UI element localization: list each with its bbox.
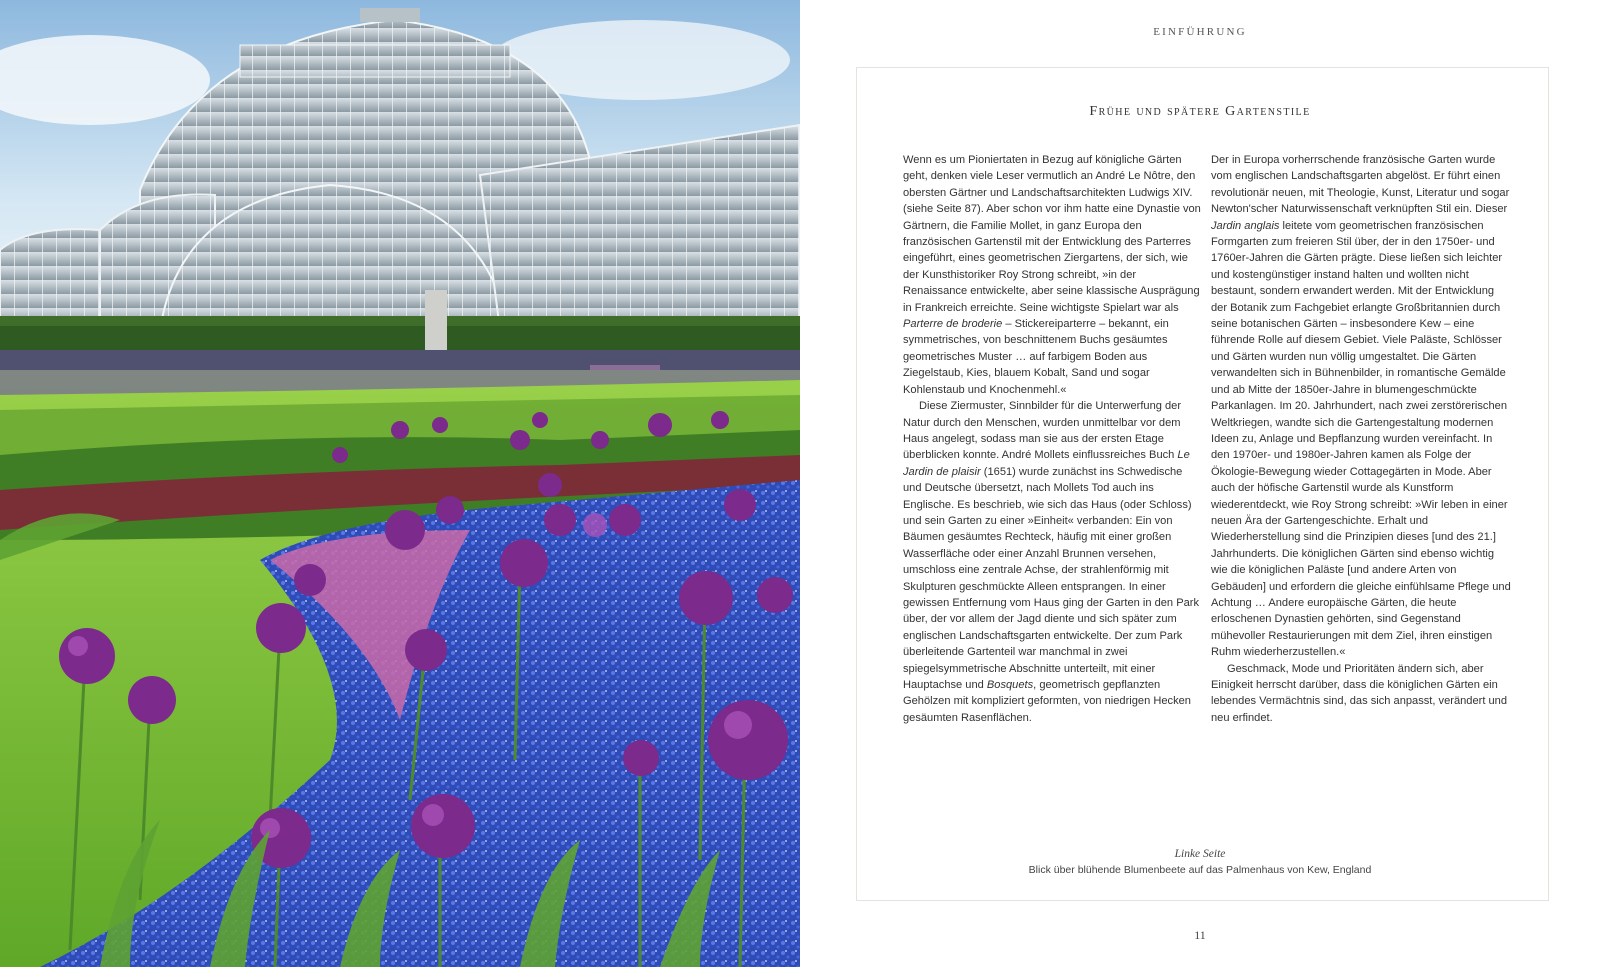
page-number: 11 (1194, 928, 1206, 942)
paragraph: Geschmack, Mode und Prioritäten ändern sich, aber Einigkeit herrscht darüber, dass die königlichen Gärten ein lebendes Vermächtnis sind, das sich anpasst, verändert und neu erfindet. (1211, 662, 1508, 724)
paragraph: Wenn es um Pioniertaten in Bezug auf königliche Gärten geht, denken viele Leser vermutlich an André Le Nôtre, den obersten Gärtner und Landschaftsarchitekten Ludwigs XIV. (siehe Seite 87). Aber schon vor ihm hatte eine Dynastie von Gärtnern, die Familie Mollet, in ganz Europa den französischen Gartenstil mit der Entwicklung des Parterres eingeführt, eines geometrischen Ziergartens, der sich, wie der Kunsthistoriker Roy Strong schreibt, »in der Renaissance entwickelte, aber seine klassische Ausprägung in Frankreich erreichte. Seine wichtigste Spielart war als Parterre de broderie – Stickereiparterre – bekannt, ein symmetrisches, von beschnittenem Buchs gesäumtes geometrisches Muster … auf farbigem Boden aus Ziegelstaub, Kies, blauem Kobalt, Sand und sogar Kohlenstaub und Knochenmehl.« (903, 154, 1201, 396)
caption-title: Linke Seite (1174, 848, 1226, 860)
paragraph: Diese Ziermuster, Sinnbilder für die Unterwerfung der Natur durch den Menschen, wurden unmittelbar vor dem Haus angelegt, sodass man sie aus der ersten Etage überblicken konnte. André Mollets einflussreiches Buch Le Jardin de plaisir (1651) wurde zunächst ins Schwedische und Deutsche übersetzt, nach Mollets Tod auch ins Englische. Es beschrieb, wie sich das Haus (oder Schloss) und sein Garten zu einer »Einheit« verbanden: Ein von Bäumen gesäumtes Rechteck, häufig mit einer großen Wasserfläche oder einer Anzahl Brunnen versehen, umschloss eine zentrale Achse, der strahlenförmig mit Skulpturen geschmückte Alleen entsprangen. In einer gewissen Entfernung vom Haus ging der Garten in den Park über, der vor allem der Jagd diente und sich später zum englischen Landschaftsgarten entwickelte. Der zum Park überleitende Gartenteil war manchmal in zwei spiegelsymmetrische Abschnitte unterteilt, mit einer Hauptachse und Bosquets, geometrisch gepflanzten Gehölzen mit kompliziert geformten, von niedrigen Hecken gesäumten Rasenflächen. (903, 400, 1199, 724)
text-column-left (903, 152, 1203, 726)
caption-text: Blick über blühende Blumenbeete auf das Palmenhaus von Kew, England (1028, 864, 1372, 876)
text-page (800, 0, 1600, 967)
text-column-right (1211, 152, 1511, 726)
paragraph: Der in Europa vorherrschende französische Garten wurde vom englischen Landschaftsgarten abgelöst. Er führt einen revolutionär neuen, mit Theologie, Kunst, Literatur und sogar Newton'scher Naturwissenschaft verknüpften Stil ein. Dieser Jardin anglais leitete vom geometrischen französischen Formgarten zum freieren Stil über, der in den 1750er- und 1760er-Jahren die Gärten prägte. Diese ließen sich leichter und kostengünstiger instand halten und wollten nicht bestaunt, sondern erwandert werden. Mit der Entwicklung der Botanik zum Fachgebiet erlangte Großbritannien durch seine botanischen Gärten – insbesondere Kew – eine führende Rolle auf diesem Gebiet. Viele Paläste, Schlösser und Gärten wurden nun völlig umgestaltet. Die Gärten verwandelten sich in Bühnenbilder, in romantische Gemälde und ab Mitte der 1850er-Jahre in blumengeschmückte Parkanlagen. Im 20. Jahrhundert, nach zwei zerstörerischen Weltkriegen, wandte sich die Gartengestaltung modernen Ideen zu, Anlage und Bepflanzung wurden vereinfacht. In den 1970er- und 1980er-Jahren kamen als Folge der Ökologie-Bewegung wieder Cottagegärten in Mode. Aber auch der höfische Gartenstil wurde als Kunstform wiederentdeckt, wie Roy Strong schreibt: »Wir leben in einer neuen Ära der Gartengeschichte. Erhalt und Wiederherstellung sind die Prinzipien dieses [und des 21.] Jahrhunderts. Die königlichen Gärten sind ebenso wichtig wie die königlichen Paläste [und andere Arten von Gebäuden] und erfordern die gleiche einfühlsame Pflege und Achtung … Andere europäische Gärten, die heute erloschenen Dynastien gehörten, sind Gegenstand mühevoller Restaurierungen mit dem Ziel, ihren einstigen Ruhm wiederherzustellen.« (1211, 154, 1511, 659)
image-caption (800, 846, 1600, 878)
section-heading: Frühe und spätere Gartenstile (1089, 104, 1311, 119)
running-head: EINFÜHRUNG (1153, 26, 1247, 38)
